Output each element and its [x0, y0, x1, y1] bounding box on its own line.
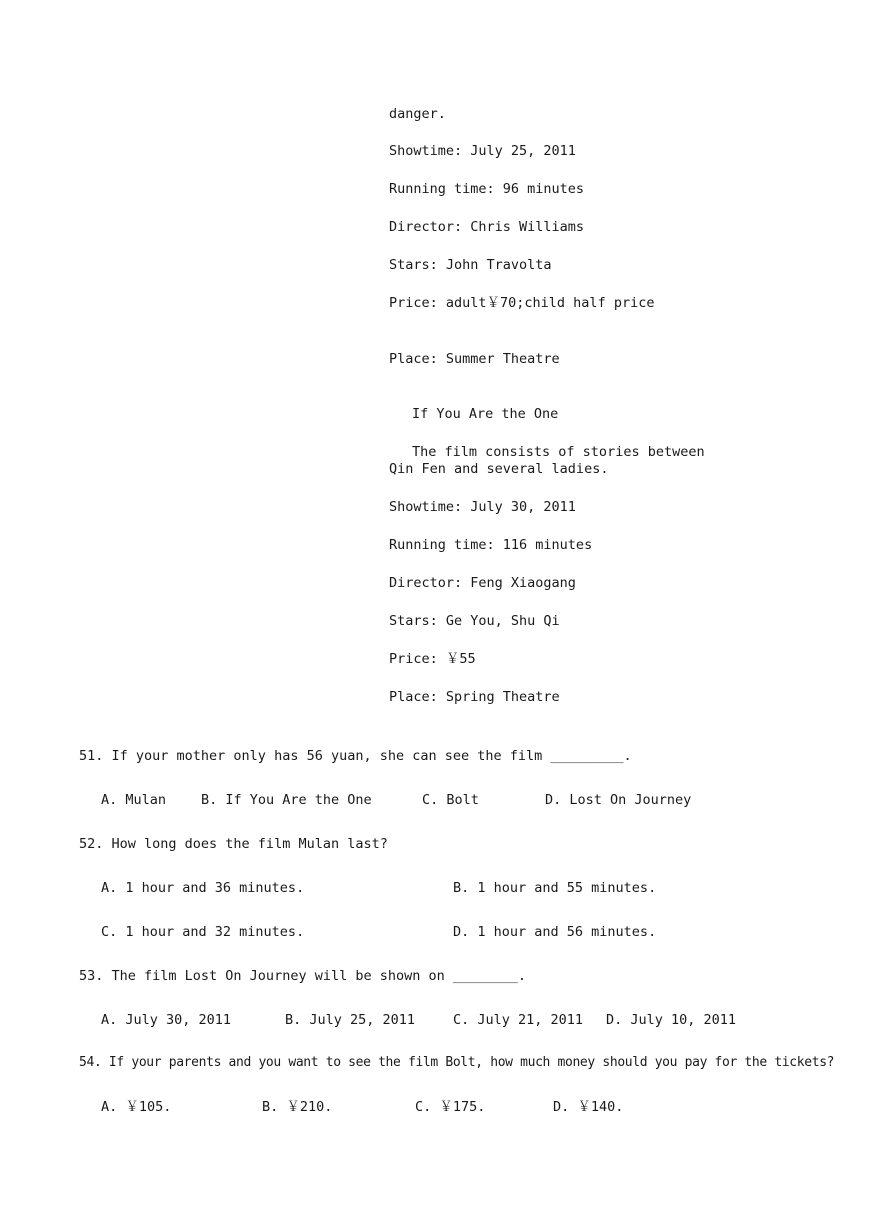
film-price: Price: ￥55: [389, 651, 476, 667]
film-place: Place: Spring Theatre: [389, 689, 560, 705]
option-c: C. 1 hour and 32 minutes.: [101, 924, 305, 940]
film-description-line: Qin Fen and several ladies.: [389, 461, 609, 477]
film-stars: Stars: Ge You, Shu Qi: [389, 613, 560, 629]
film-place: Place: Summer Theatre: [389, 351, 560, 367]
question-54: 54. If your parents and you want to see the film Bolt, how much money should you pay for the tickets?: [79, 1055, 835, 1070]
option-c: C. ￥175.: [415, 1099, 486, 1115]
film-showtime: Showtime: July 30, 2011: [389, 499, 576, 515]
option-a: A. July 30, 2011: [101, 1012, 232, 1028]
option-d: D. Lost On Journey: [545, 792, 692, 808]
question-51: 51. If your mother only has 56 yuan, she can see the film _________.: [79, 748, 632, 764]
option-b: B. 1 hour and 55 minutes.: [453, 880, 657, 896]
option-a: A. 1 hour and 36 minutes.: [101, 880, 305, 896]
film-description-line: The film consists of stories between: [412, 444, 705, 460]
film-director: Director: Feng Xiaogang: [389, 575, 576, 591]
option-d: D. 1 hour and 56 minutes.: [453, 924, 657, 940]
film-title: If You Are the One: [412, 406, 559, 422]
option-c: C. Bolt: [422, 792, 479, 808]
film-stars: Stars: John Travolta: [389, 257, 552, 273]
film-director: Director: Chris Williams: [389, 219, 585, 235]
option-b: B. If You Are the One: [201, 792, 372, 808]
film-description-end: danger.: [389, 106, 446, 122]
option-c: C. July 21, 2011: [453, 1012, 584, 1028]
option-a: A. Mulan: [101, 792, 167, 808]
film-running-time: Running time: 116 minutes: [389, 537, 593, 553]
question-52: 52. How long does the film Mulan last?: [79, 836, 388, 852]
option-d: D. ￥140.: [553, 1099, 624, 1115]
option-a: A. ￥105.: [101, 1099, 172, 1115]
film-running-time: Running time: 96 minutes: [389, 181, 585, 197]
option-b: B. July 25, 2011: [285, 1012, 416, 1028]
question-53: 53. The film Lost On Journey will be shown on ________.: [79, 968, 527, 984]
film-showtime: Showtime: July 25, 2011: [389, 143, 576, 159]
option-b: B. ￥210.: [262, 1099, 333, 1115]
option-d: D. July 10, 2011: [606, 1012, 737, 1028]
film-price: Price: adult￥70;child half price: [389, 295, 655, 311]
